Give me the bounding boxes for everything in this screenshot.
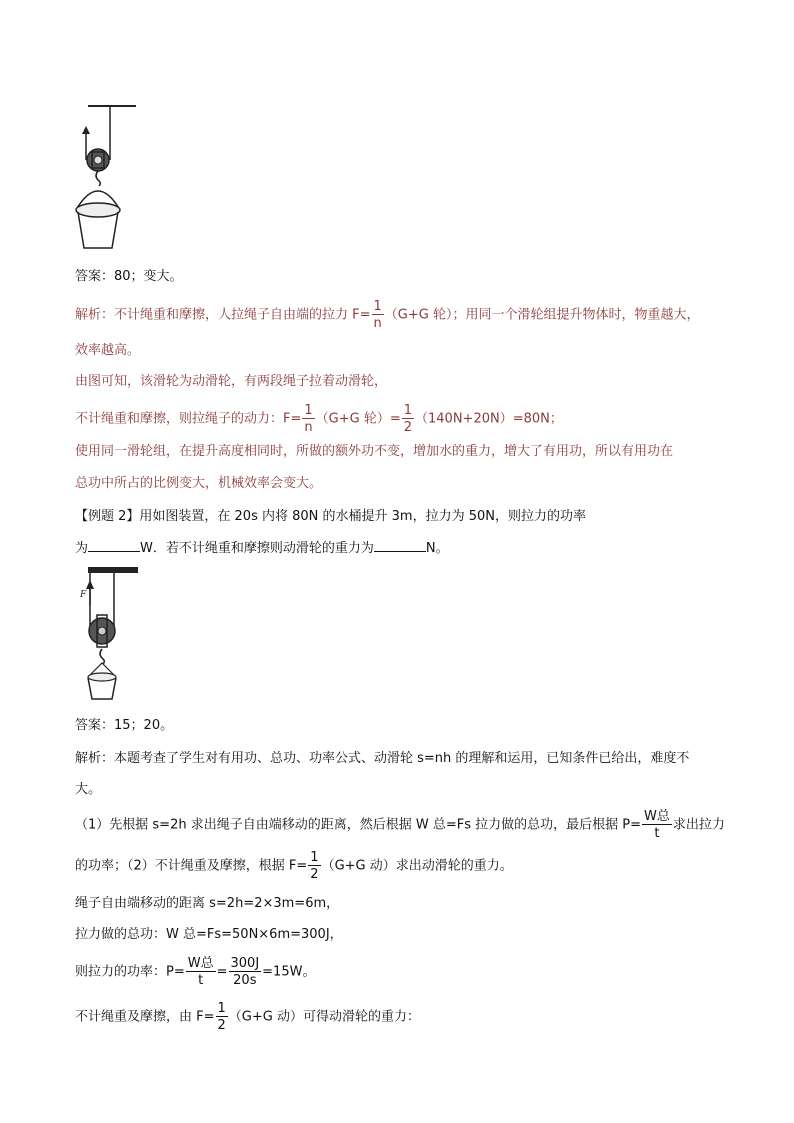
- analysis-2-line-3-post: 求出拉力: [672, 817, 725, 833]
- analysis-2-line-4: [75, 851, 513, 881]
- analysis-1-line-2: 效率越高。: [75, 343, 141, 358]
- analysis-1-line-1: [75, 300, 699, 330]
- frac-den: 2: [403, 420, 413, 435]
- analysis-1-line-4-mid: （G+G 轮）=: [315, 411, 401, 427]
- frac-den: n: [304, 420, 313, 435]
- frac-den: n: [373, 316, 382, 331]
- pulley-bucket-figure-2: [78, 565, 158, 705]
- analysis-2-line-8-post: （G+G 动）可得动滑轮的重力：: [228, 1009, 420, 1025]
- frac-den: t: [198, 973, 204, 988]
- analysis-1-line-5: 使用同一滑轮组，在提升高度相同时，所做的额外功不变，增加水的重力，增大了有用功，所以有用功在: [75, 444, 674, 459]
- fraction-w-over-t: [642, 810, 672, 840]
- frac-num: 300J: [230, 956, 260, 971]
- analysis-2-line-5: 绳子自由端移动的距离 s=2h=2×3m=6m，: [75, 896, 340, 911]
- fraction-1-over-n: [372, 300, 384, 330]
- frac-num: 1: [373, 299, 382, 314]
- analysis-2-line-8: [75, 1002, 420, 1032]
- frac-num: 1: [403, 403, 413, 418]
- frac-num: 1: [310, 850, 319, 865]
- analysis-2-line-8-pre: 不计绳重及摩擦，由 F=: [75, 1009, 215, 1025]
- fraction-300j-over-20s: [229, 957, 262, 987]
- analysis-2-line-2: 大。: [75, 782, 102, 797]
- analysis-1-line-6: 总功中所占的比例变大，机械效率会变大。: [75, 476, 323, 491]
- fraction-w-over-t: [186, 957, 216, 987]
- analysis-1-text-post: （G+G 轮）；用同一个滑轮组提升物体时，物重越大，: [384, 307, 700, 323]
- example-2-post: N。: [425, 541, 449, 556]
- fraction-1-over-2: [308, 851, 320, 881]
- analysis-2-line-7-pre: 则拉力的功率：P=: [75, 964, 185, 980]
- analysis-2-line-1: 解析：本题考查了学生对有用功、总功、功率公式、动滑轮 s=nh 的理解和运用，已知条件已给出，难度不: [75, 751, 690, 766]
- analysis-2-line-7-post: =15W。: [262, 964, 316, 980]
- example-2-line-1: 【例题 2】用如图装置，在 20s 内将 80N 的水桶提升 3m，拉力为 50N，则拉力的功率: [75, 509, 586, 524]
- example-2-mid: W．若不计绳重和摩擦则动滑轮的重力为: [140, 541, 374, 556]
- analysis-2-line-3-pre: （1）先根据 s=2h 求出绳子自由端移动的距离，然后根据 W 总=Fs 拉力做的总功，最后根据 P=: [75, 817, 641, 833]
- frac-num: W总: [187, 956, 214, 971]
- analysis-2-line-4-post: （G+G 动）求出动滑轮的重力。: [321, 858, 513, 874]
- pulley-bucket-figure-1: [70, 100, 160, 260]
- analysis-2-line-3: [75, 810, 725, 840]
- fraction-1-over-2: [402, 404, 414, 434]
- frac-num: W总: [643, 809, 670, 824]
- analysis-1-line-4-pre: 不计绳重和摩擦，则拉绳子的动力：F=: [75, 411, 302, 427]
- frac-den: 20s: [233, 973, 257, 988]
- answer-blank-weight[interactable]: [374, 539, 426, 552]
- analysis-1-text: 解析：不计绳重和摩擦，人拉绳子自由端的拉力 F=: [75, 307, 371, 323]
- frac-num: 1: [217, 1001, 226, 1016]
- analysis-1-line-4: [75, 404, 563, 434]
- frac-num: 1: [304, 403, 313, 418]
- analysis-2-line-6: 拉力做的总功：W 总=Fs=50N×6m=300J，: [75, 927, 343, 942]
- fraction-1-over-2: [216, 1002, 228, 1032]
- frac-den: 2: [217, 1018, 226, 1033]
- fraction-1-over-n: [302, 404, 314, 434]
- equals-sign: =: [216, 964, 228, 980]
- example-2-pre: 为: [75, 541, 89, 556]
- analysis-1-line-4-post: （140N+20N）=80N；: [415, 411, 563, 427]
- frac-den: 2: [310, 867, 319, 882]
- answer-2: 答案：15；20。: [75, 718, 174, 733]
- analysis-2-line-7: [75, 957, 315, 987]
- frac-den: t: [654, 826, 660, 841]
- example-2-line-2: [75, 539, 449, 559]
- analysis-2-line-4-pre: 的功率；（2）不计绳重及摩擦，根据 F=: [75, 858, 308, 874]
- answer-blank-power[interactable]: [88, 539, 140, 552]
- answer-1: 答案：80；变大。: [75, 269, 183, 284]
- analysis-1-line-3: 由图可知，该滑轮为动滑轮，有两段绳子拉着动滑轮，: [75, 374, 388, 389]
- force-label-f: F: [80, 590, 87, 600]
